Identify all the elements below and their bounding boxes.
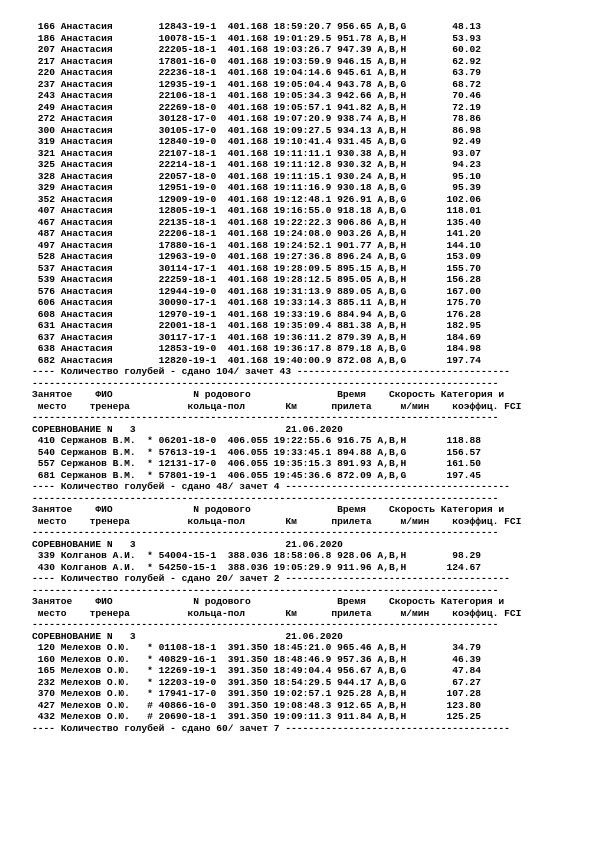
result-row: 329 Анастасия 12951-19-0 401.168 19:11:16.9 930.18 A,B,G 95.39 [32, 182, 482, 193]
result-row: 608 Анастасия 12970-19-1 401.168 19:33:19.6 884.94 A,B,G 176.28 [32, 308, 482, 320]
competition-title-line: СОРЕВНОВАНИЕ N 3 21.06.2020 [32, 630, 343, 642]
column-header-line-1: Занятое ФИО N родового Время Скорость Категория и [32, 596, 505, 607]
competition-title-line: СОРЕВНОВАНИЕ N 3 21.06.2020 [32, 538, 343, 550]
result-row: 576 Анастасия 12944-19-0 401.168 19:31:13.9 889.05 A,B,G 167.00 [32, 285, 482, 297]
result-row: 321 Анастасия 22107-18-1 401.168 19:11:11.1 930.38 A,B,H 93.07 [32, 147, 482, 159]
pigeon-count-summary: ---- Количество голубей - сдано 48/ зачет 4 --------------------------------------- [32, 481, 510, 492]
divider-line: --------------------------------------------------------------------------------- [32, 412, 499, 423]
result-row: 539 Анастасия 22259-18-1 401.168 19:28:12.5 895.05 A,B,H 156.28 [32, 274, 482, 285]
competition-title-line: СОРЕВНОВАНИЕ N 3 21.06.2020 [32, 423, 343, 435]
result-row: 631 Анастасия 22001-18-1 401.168 19:35:09.4 881.38 A,B,H 182.95 [32, 320, 482, 331]
result-row: 217 Анастасия 17801-16-0 401.168 19:03:59.9 946.15 A,B,H 62.92 [32, 55, 482, 67]
result-row: 352 Анастасия 12909-19-0 401.168 19:12:48.1 926.91 A,B,G 102.06 [32, 193, 482, 205]
result-row: 319 Анастасия 12840-19-0 401.168 19:10:41.4 931.45 A,B,G 92.49 [32, 136, 482, 147]
result-row: 681 Сержанов В.М. * 57801-19-1 406.055 19:45:36.6 872.09 A,B,G 197.45 [32, 469, 482, 481]
result-row: 272 Анастасия 30128-17-0 401.168 19:07:20.9 938.74 A,B,H 78.86 [32, 113, 482, 124]
result-row: 300 Анастасия 30105-17-0 401.168 19:09:27.5 934.13 A,B,H 86.98 [32, 124, 482, 136]
result-row: 487 Анастасия 22206-18-1 401.168 19:24:08.0 903.26 A,B,H 141.20 [32, 228, 482, 239]
result-row: 207 Анастасия 22205-18-1 401.168 19:03:26.7 947.39 A,B,H 60.02 [32, 44, 482, 55]
result-row: 339 Колганов А.И. * 54004-15-1 388.036 18:58:06.8 928.06 A,B,H 98.29 [32, 550, 482, 561]
column-header-line-2: место тренера кольца-пол Км прилета м/мин коэффиц. FCI [32, 400, 522, 412]
result-row: 243 Анастасия 22106-18-1 401.168 19:05:34.3 942.66 A,B,H 70.46 [32, 90, 482, 101]
column-header-line-2: место тренера кольца-пол Км прилета м/мин коэффиц. FCI [32, 515, 522, 527]
result-row: 232 Мелехов О.Ю. * 12203-19-0 391.350 18:54:29.5 944.17 A,B,G 67.27 [32, 676, 482, 688]
divider-line: --------------------------------------------------------------------------------- [32, 619, 499, 630]
result-row: 638 Анастасия 12853-19-0 401.168 19:36:17.8 879.18 A,B,G 184.98 [32, 343, 482, 354]
result-row: 606 Анастасия 30090-17-1 401.168 19:33:14.3 885.11 A,B,H 175.70 [32, 297, 482, 308]
result-row: 540 Сержанов В.М. * 57613-19-1 406.055 19:33:45.1 894.88 A,B,G 156.57 [32, 446, 482, 458]
result-row: 328 Анастасия 22057-18-0 401.168 19:11:15.1 930.24 A,B,H 95.10 [32, 170, 482, 182]
column-header-line-2: место тренера кольца-пол Км прилета м/мин коэффиц. FCI [32, 607, 522, 619]
result-row: 432 Мелехов О.Ю. # 20690-18-1 391.350 19:09:11.3 911.84 A,B,H 125.25 [32, 711, 482, 722]
result-row: 410 Сержанов В.М. * 06201-18-0 406.055 19:22:55.6 916.75 A,B,H 118.88 [32, 435, 482, 446]
result-row: 220 Анастасия 22236-18-1 401.168 19:04:14.6 945.61 A,B,H 63.79 [32, 67, 482, 78]
pigeon-count-summary: ---- Количество голубей - сдано 60/ зачет 7 --------------------------------------- [32, 722, 510, 734]
pigeon-count-summary: ---- Количество голубей - сдано 20/ зачет 2 --------------------------------------- [32, 573, 510, 584]
divider-line: --------------------------------------------------------------------------------- [32, 492, 499, 504]
result-row: 637 Анастасия 30117-17-1 401.168 19:36:11.2 879.39 A,B,H 184.69 [32, 331, 482, 343]
result-row: 160 Мелехов О.Ю. * 40829-16-1 391.350 18:48:46.9 957.36 A,B,H 46.39 [32, 653, 482, 665]
divider-line: --------------------------------------------------------------------------------- [32, 377, 499, 389]
pigeon-count-summary: ---- Количество голубей - сдано 104/ зачет 43 ------------------------------------- [32, 366, 510, 377]
result-row: 370 Мелехов О.Ю. * 17941-17-0 391.350 19:02:57.1 925.28 A,B,H 107.28 [32, 688, 482, 699]
result-row: 325 Анастасия 22214-18-1 401.168 19:11:12.8 930.32 A,B,H 94.23 [32, 159, 482, 170]
result-row: 528 Анастасия 12963-19-0 401.168 19:27:36.8 896.24 A,B,G 153.09 [32, 251, 482, 262]
result-row: 430 Колганов А.И. * 54250-15-1 388.036 19:05:29.9 911.96 A,B,H 124.67 [32, 561, 482, 573]
result-row: 166 Анастасия 12843-19-1 401.168 18:59:20.7 956.65 A,B,G 48.13 [32, 21, 482, 32]
result-row: 165 Мелехов О.Ю. * 12269-19-1 391.350 18:49:04.4 956.67 A,B,G 47.84 [32, 665, 482, 676]
result-row: 557 Сержанов В.М. * 12131-17-0 406.055 19:35:15.3 891.93 A,B,H 161.50 [32, 458, 482, 469]
result-row: 237 Анастасия 12935-19-1 401.168 19:05:04.4 943.78 A,B,G 68.72 [32, 78, 482, 90]
divider-line: --------------------------------------------------------------------------------- [32, 584, 499, 596]
divider-line: --------------------------------------------------------------------------------- [32, 527, 499, 538]
result-row: 407 Анастасия 12805-19-1 401.168 19:16:55.0 918.18 A,B,G 118.01 [32, 205, 482, 216]
result-row: 467 Анастасия 22135-18-1 401.168 19:22:22.3 906.86 A,B,H 135.40 [32, 216, 482, 228]
result-row: 497 Анастасия 17880-16-1 401.168 19:24:52.1 901.77 A,B,H 144.10 [32, 239, 482, 251]
result-row: 249 Анастасия 22269-18-0 401.168 19:05:57.1 941.82 A,B,H 72.19 [32, 101, 482, 113]
result-row: 682 Анастасия 12820-19-1 401.168 19:40:00.9 872.08 A,B,G 197.74 [32, 354, 482, 366]
result-row: 120 Мелехов О.Ю. * 01108-18-1 391.350 18:45:21.0 965.46 A,B,H 34.79 [32, 642, 482, 653]
column-header-line-1: Занятое ФИО N родового Время Скорость Категория и [32, 389, 505, 400]
result-row: 427 Мелехов О.Ю. # 40866-16-0 391.350 19:08:48.3 912.65 A,B,H 123.80 [32, 699, 482, 711]
column-header-line-1: Занятое ФИО N родового Время Скорость Категория и [32, 504, 505, 515]
result-row: 537 Анастасия 30114-17-1 401.168 19:28:09.5 895.15 A,B,H 155.70 [32, 262, 482, 274]
result-row: 186 Анастасия 10078-15-1 401.168 19:01:29.5 951.78 A,B,H 53.93 [32, 32, 482, 44]
